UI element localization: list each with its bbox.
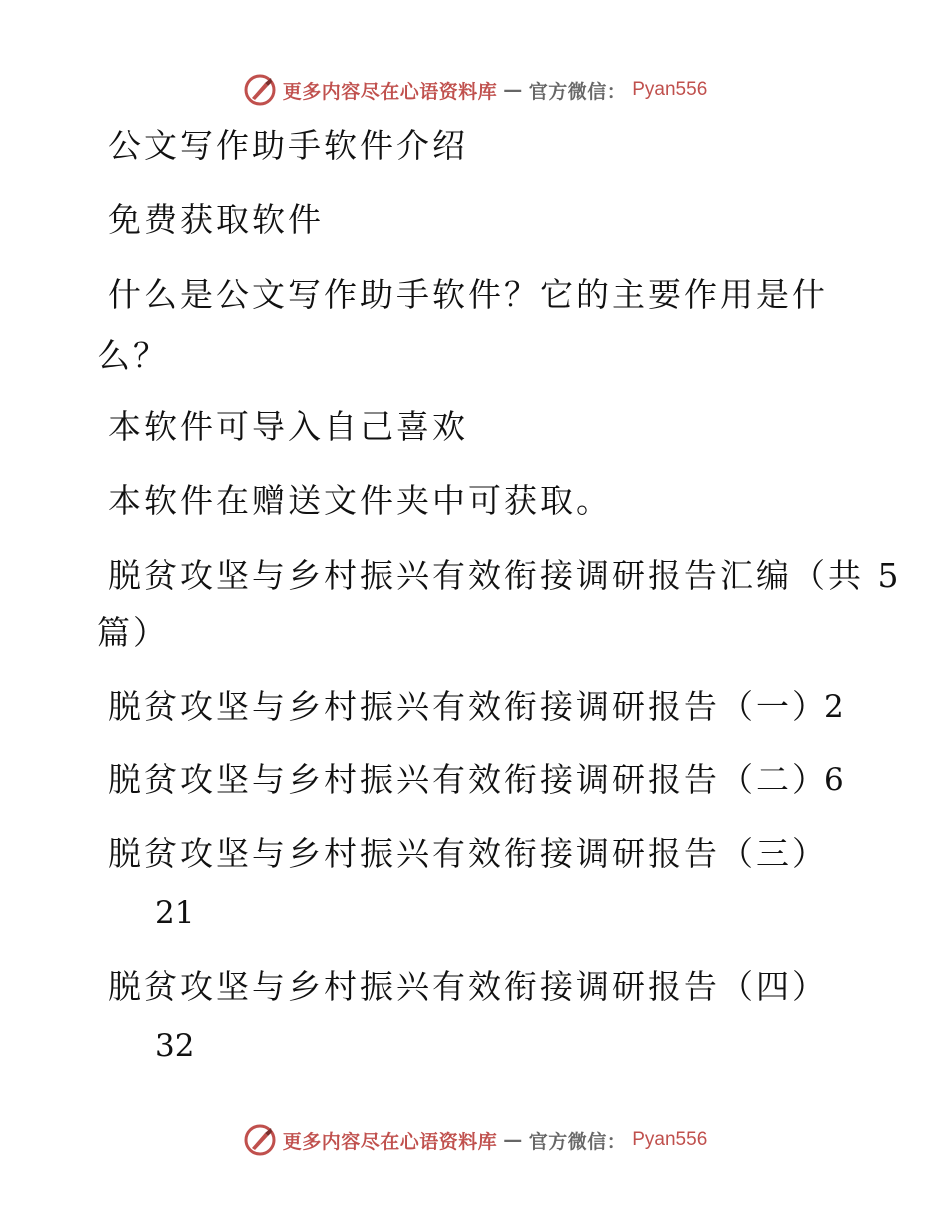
toc-entry-title: 脱贫攻坚与乡村振兴有效衔接调研报告（一） xyxy=(108,687,828,726)
question-line-2: 么？ xyxy=(97,336,169,375)
watermark-handle-text: Pyan556 xyxy=(632,79,708,100)
document-title: 公文写作助手软件介绍 xyxy=(108,126,468,165)
watermark-official-text: 官方微信： xyxy=(528,1130,627,1153)
watermark-separator: — xyxy=(503,1129,523,1151)
import-line: 本软件可导入自己喜欢 xyxy=(108,407,468,446)
toc-entry-page: 2 xyxy=(824,689,844,725)
toc-entry-title: 脱贫攻坚与乡村振兴有效衔接调研报告（四） xyxy=(108,967,828,1006)
watermark-brand-text: 更多内容尽在心语资料库 xyxy=(282,1130,498,1153)
toc-entry-page: 6 xyxy=(824,762,844,798)
watermark-separator: — xyxy=(503,79,523,101)
toc-entry-page: 21 xyxy=(155,895,195,931)
toc-entry-title: 脱贫攻坚与乡村振兴有效衔接调研报告（二） xyxy=(108,760,828,799)
gift-line: 本软件在赠送文件夹中可获取。 xyxy=(108,481,612,520)
quill-pen-logo-icon xyxy=(243,1123,277,1157)
compilation-title-line-2: 篇） xyxy=(97,613,169,652)
footer-watermark xyxy=(0,1120,950,1160)
watermark-brand-text: 更多内容尽在心语资料库 xyxy=(282,80,498,103)
watermark-handle-text: Pyan556 xyxy=(632,1129,708,1150)
free-get-line: 免费获取软件 xyxy=(108,200,324,239)
toc-entry-title: 脱贫攻坚与乡村振兴有效衔接调研报告（三） xyxy=(108,834,828,873)
toc-entry-page: 32 xyxy=(155,1028,195,1064)
compilation-title-line-1: 脱贫攻坚与乡村振兴有效衔接调研报告汇编（共 5 xyxy=(108,556,902,595)
question-line-1: 什么是公文写作助手软件？它的主要作用是什 xyxy=(108,275,828,314)
watermark-official-text: 官方微信： xyxy=(528,80,627,103)
